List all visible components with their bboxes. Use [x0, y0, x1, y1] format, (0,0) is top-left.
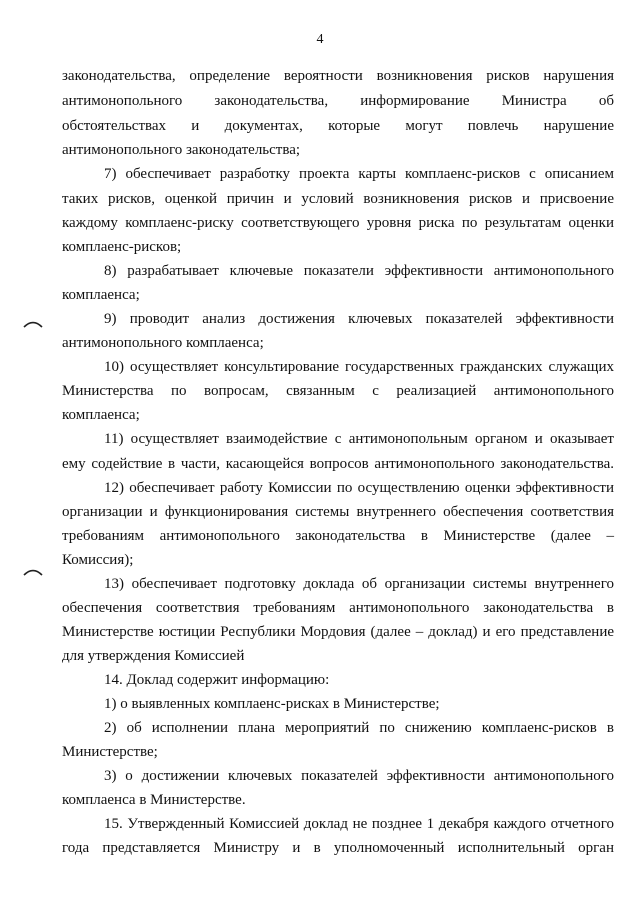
- paragraph-first-line: 12) обеспечивает работу Комиссии по осуществлению оценки эффективности: [104, 480, 614, 496]
- text-line: ему содействие в части, касающейся вопросов антимонопольного законодательства.: [62, 456, 614, 472]
- text-line: Министерстве;: [62, 744, 158, 760]
- paragraph-first-line: 14. Доклад содержит информацию:: [104, 672, 330, 688]
- text-line: комплаенс-рисков;: [62, 239, 182, 255]
- paragraph-first-line: 10) осуществляет консультирование государственных гражданских служащих: [104, 359, 614, 375]
- text-line: Министерства по вопросам, связанным с реализацией антимонопольного: [62, 383, 614, 399]
- paragraph-first-line: 2) об исполнении плана мероприятий по снижению комплаенс-рисков в: [104, 720, 614, 736]
- text-line: организации и функционирования системы внутреннего обеспечения соответствия: [62, 504, 614, 520]
- page-number: 4: [316, 32, 324, 47]
- paragraph-first-line: 13) обеспечивает подготовку доклада об организации системы внутреннего: [104, 576, 614, 592]
- text-line: комплаенса;: [62, 407, 140, 423]
- punch-mark-icon: [22, 318, 44, 328]
- paragraph-first-line: 15. Утвержденный Комиссией доклад не позднее 1 декабря каждого отчетного: [104, 816, 614, 832]
- text-line: Министерстве юстиции Республики Мордовия (далее – доклад) и его представление: [62, 624, 614, 640]
- text-line: года представляется Министру и в уполномоченный исполнительный орган: [62, 840, 614, 856]
- text-line: антимонопольного комплаенса;: [62, 335, 264, 351]
- text-line: каждому комплаенс-риску соответствующего уровня риска по результатам оценки: [62, 215, 614, 231]
- text-line: антимонопольного законодательства, информирование Министра об: [62, 93, 614, 109]
- text-line: антимонопольного законодательства;: [62, 142, 301, 158]
- paragraph-first-line: 7) обеспечивает разработку проекта карты комплаенс-рисков с описанием: [104, 166, 614, 182]
- text-line: обстоятельствах и документах, которые могут повлечь нарушение: [62, 118, 614, 134]
- paragraph-first-line: 8) разрабатывает ключевые показатели эффективности антимонопольного: [104, 263, 614, 279]
- text-line: для утверждения Комиссией: [62, 648, 245, 664]
- text-line: обеспечения соответствия требованиям антимонопольного законодательства в: [62, 600, 614, 616]
- text-line: таких рисков, оценкой причин и условий возникновения рисков и присвоение: [62, 191, 614, 207]
- text-line: Комиссия);: [62, 552, 134, 568]
- text-line: комплаенса в Министерстве.: [62, 792, 246, 808]
- text-line: законодательства, определение вероятности возникновения рисков нарушения: [62, 68, 614, 84]
- text-line: комплаенса;: [62, 287, 140, 303]
- paragraph-first-line: 1) о выявленных комплаенс-рисках в Министерстве;: [104, 696, 440, 712]
- text-line: требованиям антимонопольного законодательства в Министерстве (далее –: [62, 528, 614, 544]
- paragraph-first-line: 3) о достижении ключевых показателей эффективности антимонопольного: [104, 768, 614, 784]
- paragraph-first-line: 11) осуществляет взаимодействие с антимонопольным органом и оказывает: [104, 431, 614, 447]
- paragraph-first-line: 9) проводит анализ достижения ключевых показателей эффективности: [104, 311, 614, 327]
- punch-mark-icon: [22, 566, 44, 576]
